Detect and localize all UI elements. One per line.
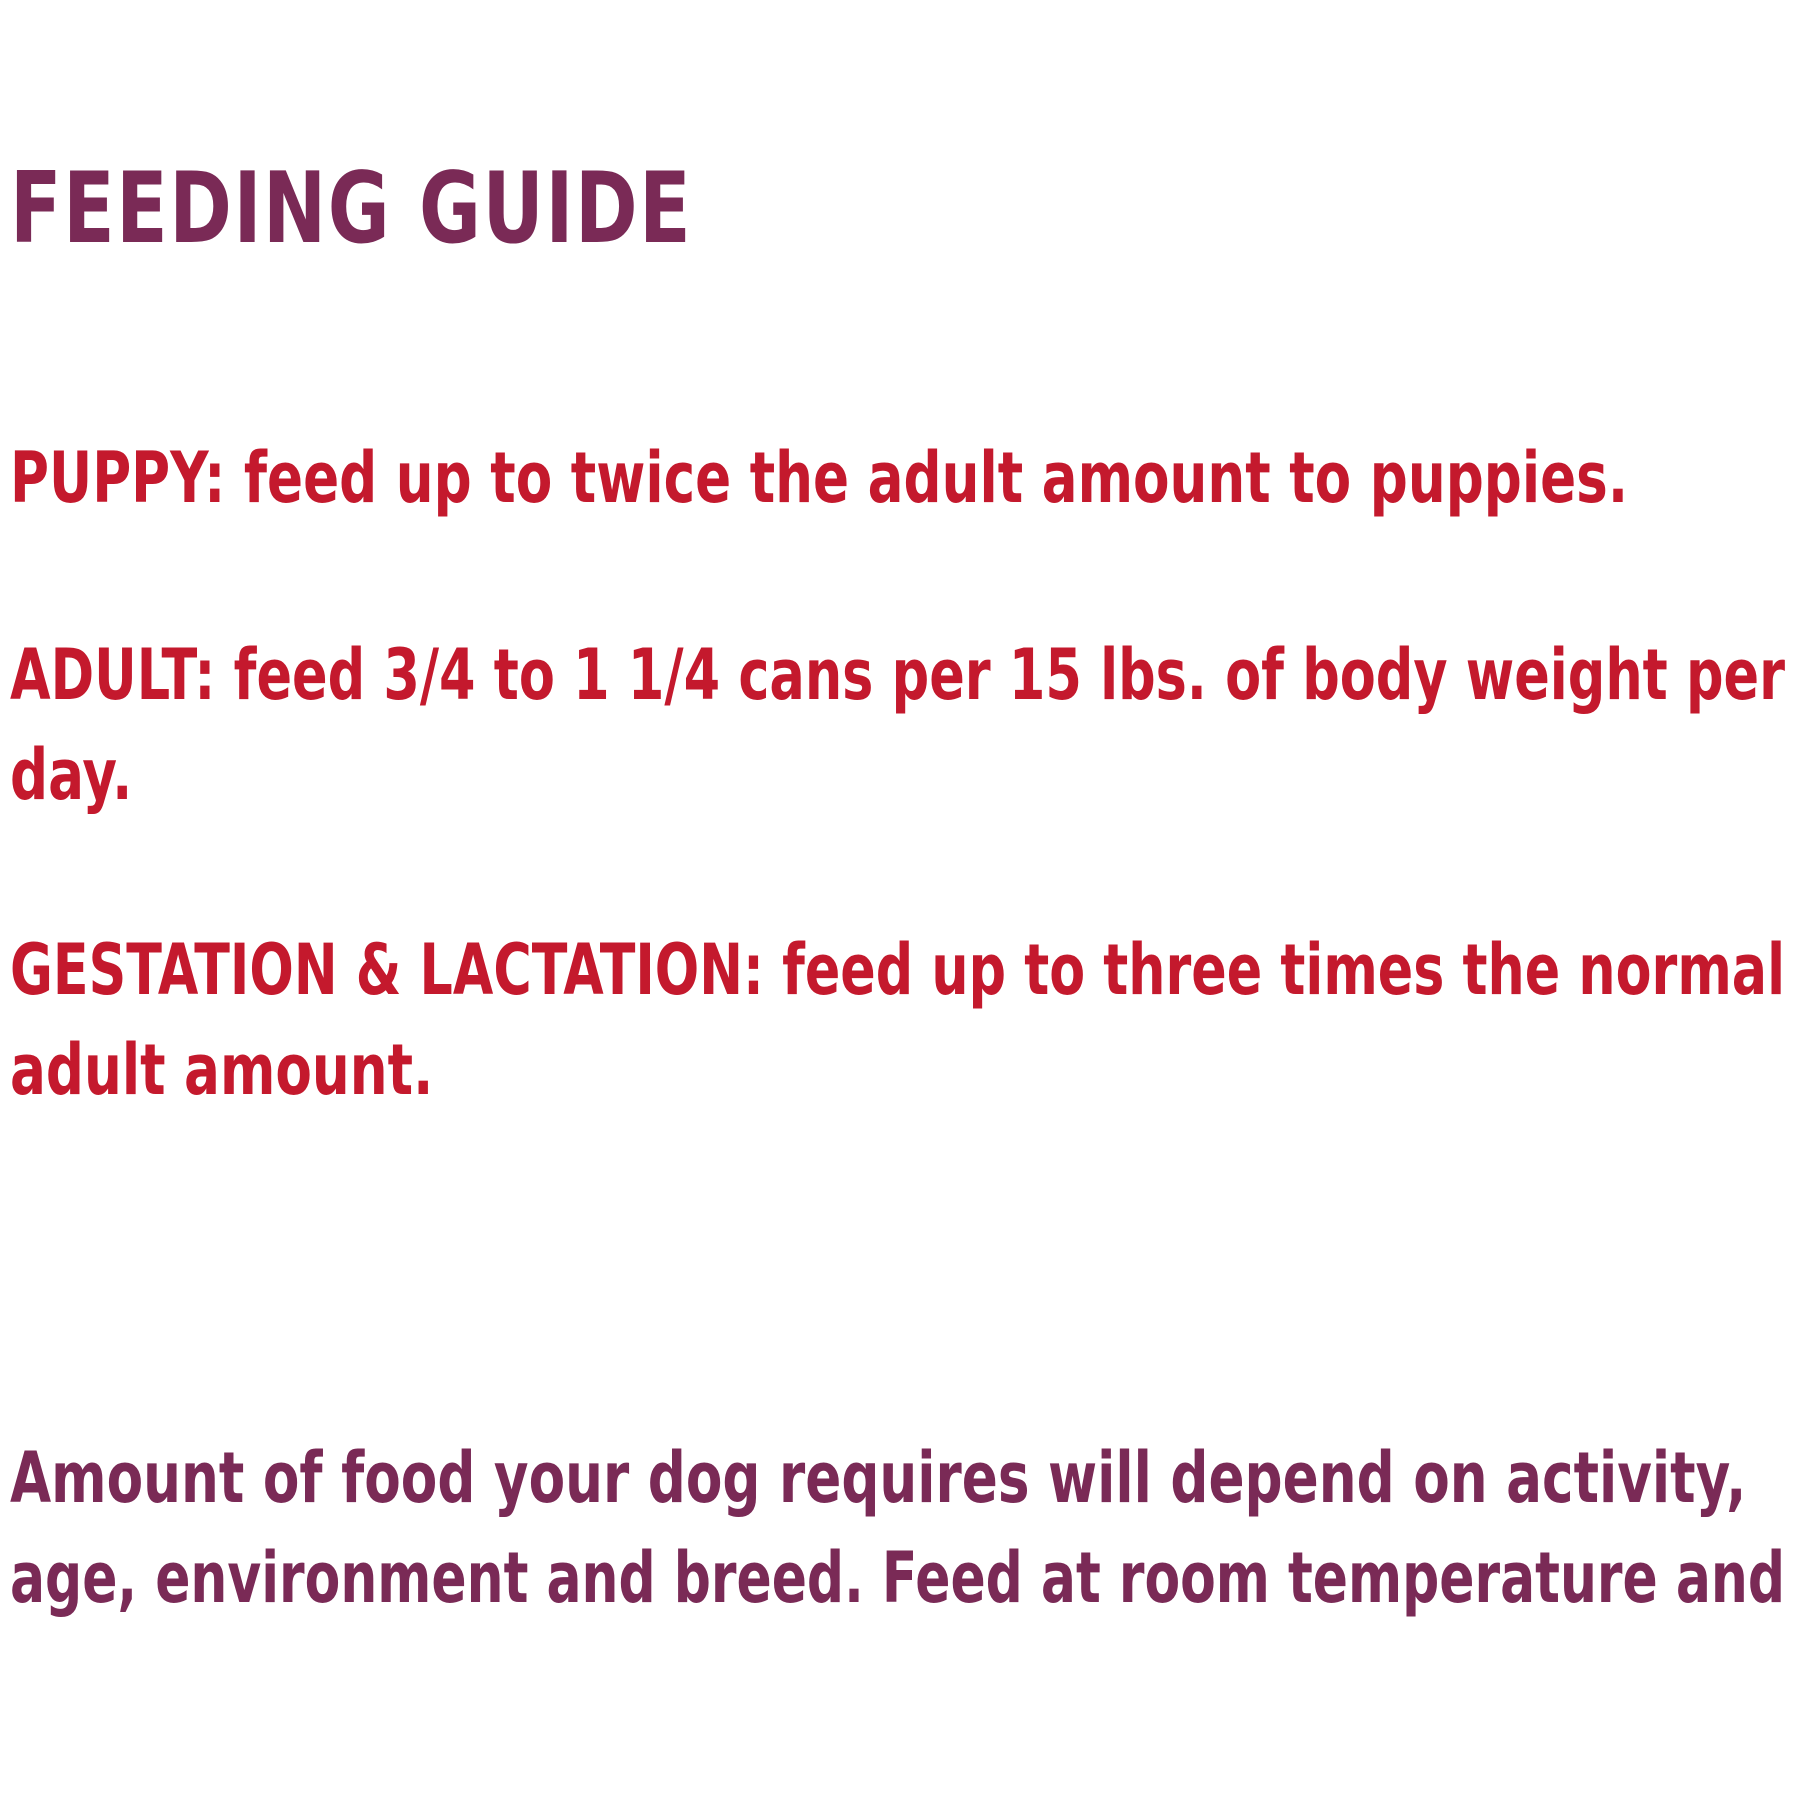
puppy-label: PUPPY: (10, 437, 226, 519)
puppy-text: feed up to twice the adult amount to puppies. (225, 437, 1629, 519)
gestation-instruction-line-1 (10, 929, 1785, 1011)
adult-instruction-line-2: day. (10, 734, 133, 816)
puppy-instruction (10, 437, 1629, 519)
feeding-note-line-1: Amount of food your dog requires will depend on activity, (10, 1437, 1747, 1519)
feeding-note-line-2: age, environment and breed. Feed at room temperature and (10, 1537, 1785, 1619)
adult-label: ADULT: (10, 634, 216, 716)
gestation-text-line-1: feed up to three times the normal (763, 929, 1785, 1011)
gestation-label: GESTATION & LACTATION: (10, 929, 764, 1011)
adult-instruction-line-1 (10, 634, 1786, 716)
page-title: FEEDING GUIDE (10, 152, 693, 266)
gestation-instruction-line-2: adult amount. (10, 1029, 434, 1111)
adult-text-line-1: feed 3/4 to 1 1/4 cans per 15 lbs. of body weight per (215, 634, 1786, 716)
